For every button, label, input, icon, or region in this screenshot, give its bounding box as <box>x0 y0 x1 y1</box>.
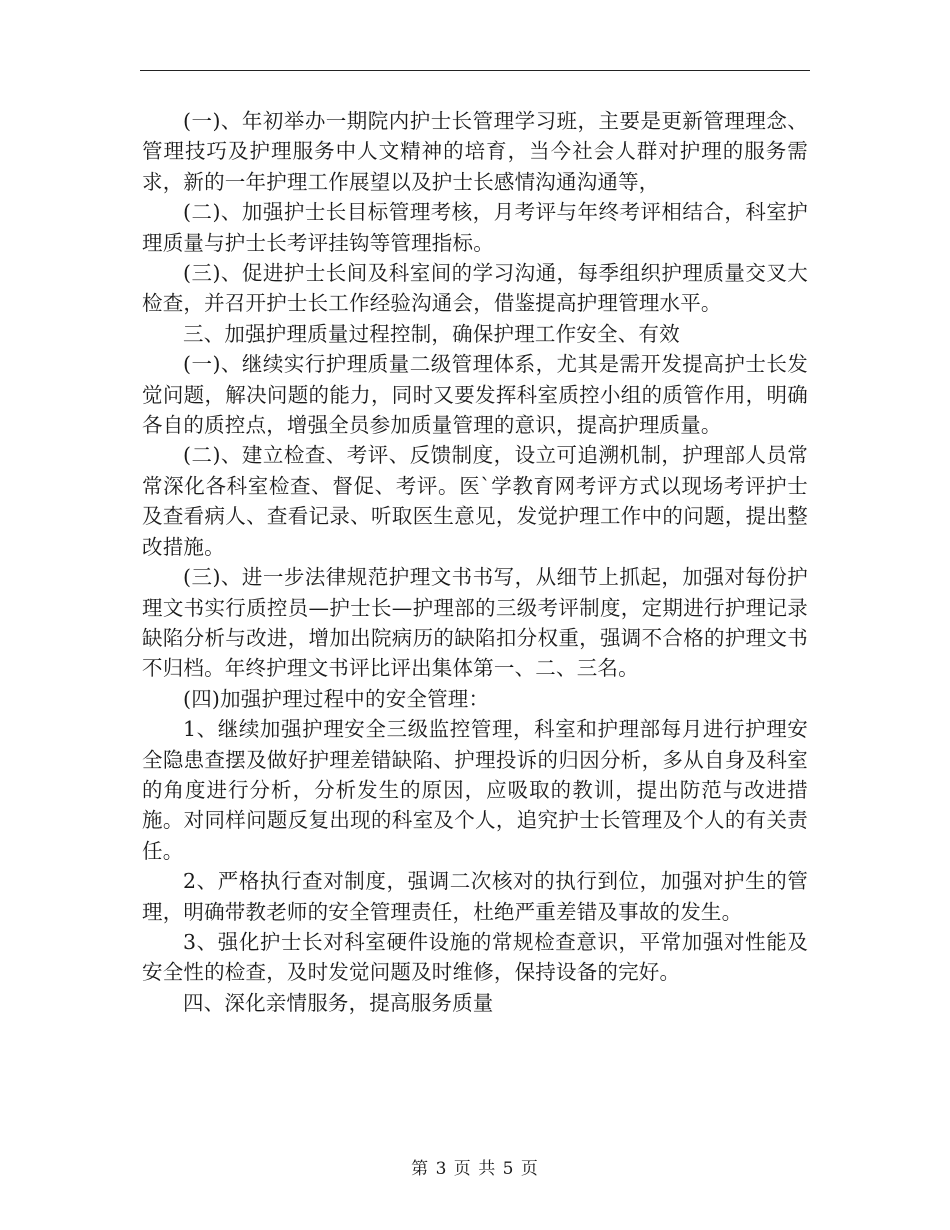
section-heading: 三、加强护理质量过程控制，确保护理工作安全、有效 <box>183 321 680 346</box>
paragraph: (一)、年初举办一期院内护士长管理学习班，主要是更新管理理念、管理技巧及护理服务中人文精神的培育，当今社会人群对护理的服务需求，新的一年护理工作展望以及护士长感情沟通沟通等， <box>142 109 808 194</box>
paragraph: 2、严格执行查对制度，强调二次核对的执行到位，加强对护生的管理，明确带教老师的安全管理责任，杜绝严重差错及事故的发生。 <box>142 869 808 924</box>
paragraph: (一)、继续实行护理质量二级管理体系，尤其是需开发提高护士长发觉问题，解决问题的能力，同时又要发挥科室质控小组的质管作用，明确各自的质控点，增强全员参加质量管理的意识，提高护理质量。 <box>142 352 808 438</box>
header-rule <box>140 70 810 71</box>
section-heading: 四、深化亲情服务，提高服务质量 <box>183 990 494 1015</box>
paragraph: (二)、加强护士长目标管理考核，月考评与年终考评相结合，科室护理质量与护士长考评挂钩等管理指标。 <box>142 200 808 255</box>
document-body <box>142 106 808 1018</box>
paragraph: (三)、进一步法律规范护理文书书写，从细节上抓起，加强对每份护理文书实行质控员—护士长—护理部的三级考评制度，定期进行护理记录缺陷分析与改进，增加出院病历的缺陷扣分权重，强调不合格的护理文书不归档。年终护理文书评比评出集体第一、二、三名。 <box>142 565 808 681</box>
paragraph: 3、强化护士长对科室硬件设施的常规检查意识，平常加强对性能及安全性的检查，及时发觉问题及时维修，保持设备的完好。 <box>142 929 808 985</box>
subsection-heading: (四)加强护理过程中的安全管理： <box>183 686 490 711</box>
paragraph: (二)、建立检查、考评、反馈制度，设立可追溯机制，护理部人员常常深化各科室检查、督促、考评。医`学教育网考评方式以现场考评护士及查看病人、查看记录、听取医生意见，发觉护理工作中的问题，提出整改措施。 <box>142 443 808 559</box>
paragraph: 1、继续加强护理安全三级监控管理，科室和护理部每月进行护理安全隐患查摆及做好护理差错缺陷、护理投诉的归因分析，多从自身及科室的角度进行分析，分析发生的原因，应吸取的教训，提出防范与改进措施。对同样问题反复出现的科室及个人，追究护士长管理及个人的有关责任。 <box>142 717 808 863</box>
page-number: 第 3 页 共 5 页 <box>411 1159 539 1179</box>
paragraph: (三)、促进护士长间及科室间的学习沟通，每季组织护理质量交叉大检查，并召开护士长工作经验沟通会，借鉴提高护理管理水平。 <box>142 261 808 316</box>
